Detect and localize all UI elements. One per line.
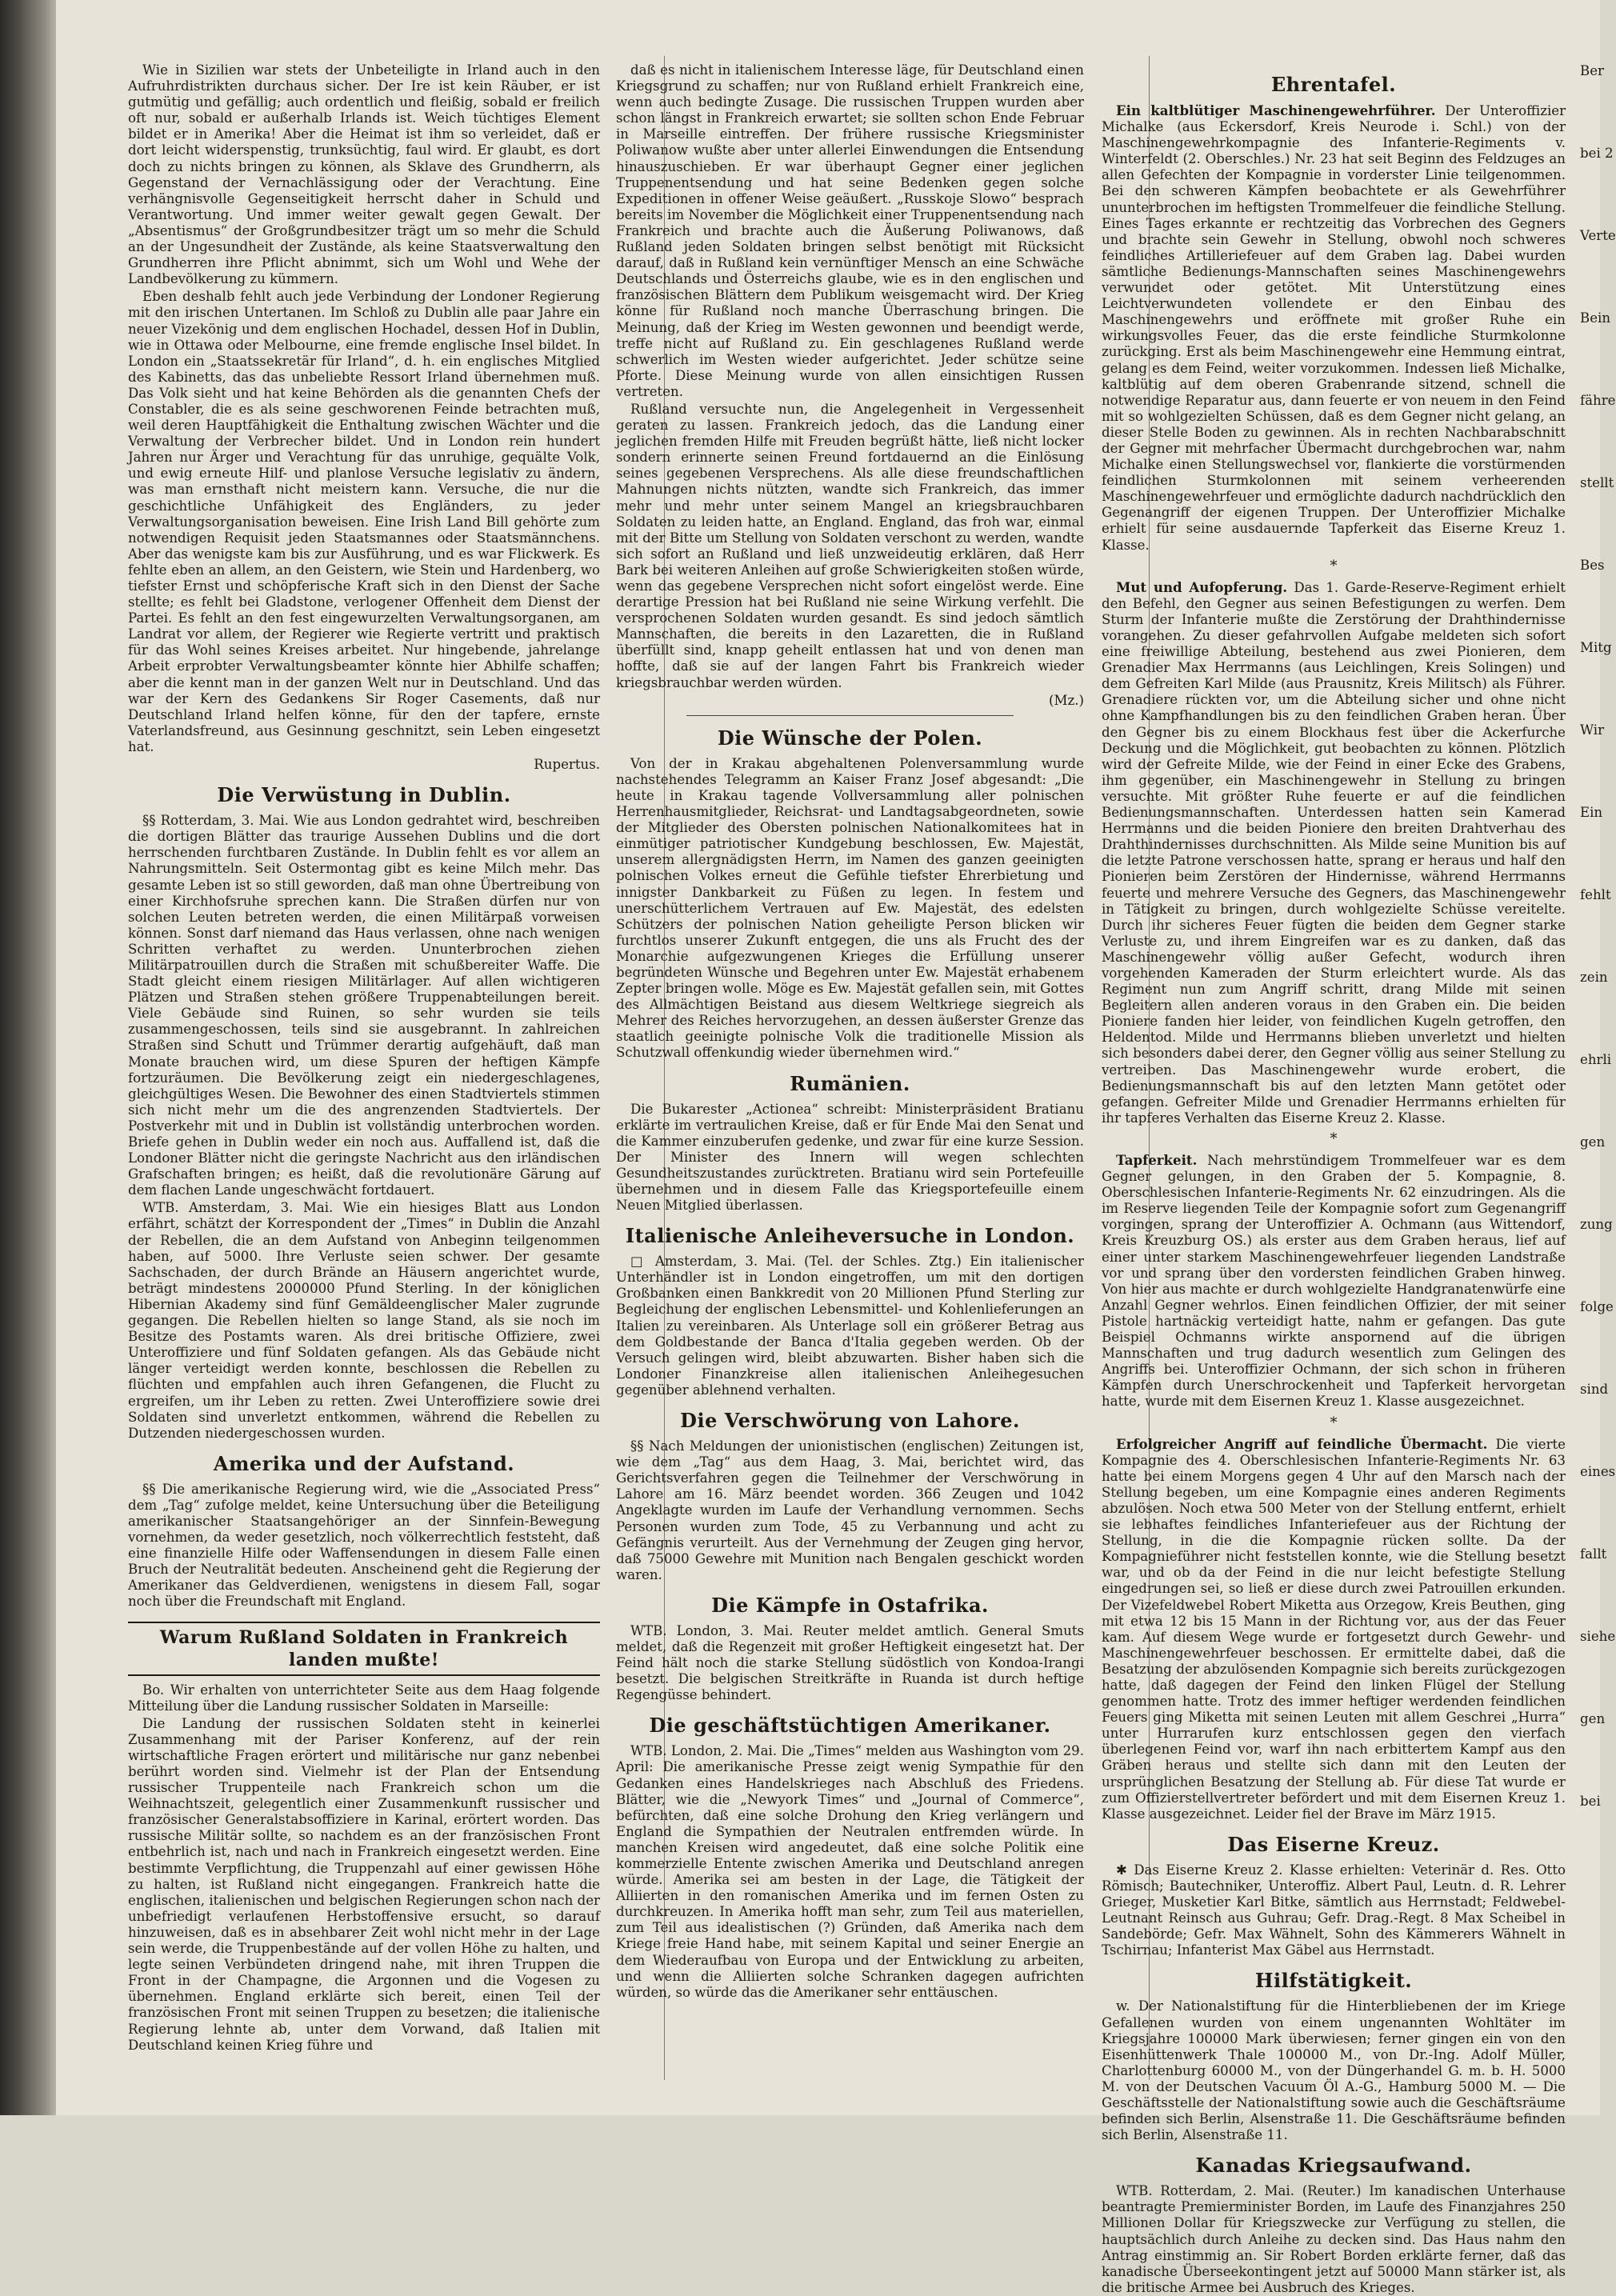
edge-fragment: Verte (1580, 228, 1616, 243)
signature: Rupertus. (534, 757, 600, 773)
edge-fragment: sind (1580, 1382, 1609, 1397)
article-paragraph (1102, 1436, 1566, 1822)
article-paragraph: §§ Die amerikanische Regierung wird, wie die „Associated Press“ dem „Tag“ zufolge meldet, keine Untersuchung über die Beteiligung amerikanischer Staatsangehöriger an der Sinnfein-Bewegung vornehmen, da weder gesetzlich, noch völkerrechtlich feststeht, daß eine finanzielle Hilfe oder Waffensendungen in diesem Falle einen Bruch der Neutralität bedeuten. Anscheinend geht die Regierung der Amerikaner das Geldverdienen, wenigstens in diesem Fall, sogar noch über die Freundschaft mit England. (128, 1481, 600, 1610)
headline: Die Verwüstung in Dublin. (217, 783, 511, 807)
edge-fragment: Ber (1580, 63, 1604, 78)
headline: Ehrentafel. (1270, 73, 1397, 96)
adjacent-page-edge (1580, 62, 1616, 1982)
paragraph-lead: Erfolgreicher Angriff auf feindliche Übermacht. (1116, 1435, 1488, 1452)
edge-fragment: gen (1580, 1134, 1606, 1150)
article-paragraph (1102, 579, 1566, 1126)
article-paragraph: w. Der Nationalstiftung für die Hinterbliebenen der im Kriege Gefallenen wurden von einem ungenannten Wohltäter im Kriegsjahre 100000 Mark überwiesen; ferner gingen ein von den Eisenhüttenwerk Thale 100000 M., von Dr.-Ing. Adolf Müller, Charlottenburg 60000 M., von der Düngerhandel G. m. b. H. 5000 M. von der Deutschen Vacuum Öl A.-G., Hamburg 5000 M. — Die Geschäftsstelle der Nationalstiftung sowie auch die Geschäftsräume befinden sich Berlin, Alsenstraße 11. Die Geschäftsräume befinden sich Berlin, Alsenstraße 11. (1102, 1998, 1566, 2143)
article-paragraph: WTB. Amsterdam, 3. Mai. Wie ein hiesiges Blatt aus London erfährt, schätzt der Korrespondent der „Times“ in Dublin die Anzahl der Rebellen, die an dem Aufstand von Anbeginn teilgenommen haben, auf 5000. Ihre Verluste seien schwer. Der gesamte Sachschaden, der durch Brände an Häusern angerichtet wurde, beträgt mindestens 2000000 Pfund Sterling. In der königlichen Hibernian Akademy sind fünf Gemäldeenglischer Maler zugrunde gegangen. Die Rebellen hielten so lange Stand, als sie noch im Besitze des Postamts waren. Als drei britische Offiziere, zwei Unteroffiziere und fünf Soldaten gefangen. Als das Gebäude nicht länger verteidigt werden konnte, beschlossen die Rebellen zu flüchten und empfahlen auch ihren Gefangenen, die Flucht zu ergreifen, um ihr Leben zu retten. Zwei Unteroffiziere sowie drei Soldaten sind unverletzt entkommen, während die Rebellen zu Dutzenden niedergeschossen wurden. (128, 1200, 600, 1441)
article-paragraph: Von der in Krakau abgehaltenen Polenversammlung wurde nachstehendes Telegramm an Kaiser Franz Josef abgesandt: „Die heute in Krakau tagende Vollversammlung aller polnischen Herrenhausmitglieder, Reichsrat- und Landtagsabgeordneten, sowie der Mitglieder des Obersten polnischen Nationalkomitees hat in einmütiger patriotischer Kundgebung beschlossen, Ew. Majestät, unserem allergnädigsten Herrn, im Namen des ganzen geeinigten polnischen Volkes erneut die Gefühle tiefster Ehrerbietung und innigster Dankbarkeit zu Füßen zu legen. In festem und unerschütterlichem Vertrauen auf Ew. Majestät, des edelsten Schützers der polnischen Nation geheiligte Person blicken wir furchtlos unserer Zukunft entgegen, die uns als Frucht des der Monarchie aufgezwungenen Krieges die Erfüllung unserer begründeten Wünsche und Begehren unter Ew. Majestät erhabenem Zepter bringen wolle. Möge es Ew. Majestät gefallen sein, mit Gottes des Allmächtigen Beistand aus diesem Weltkriege siegreich als Mehrer des Reiches hervorzugehen, an dessen äußerster Grenze das staatlich geeinigte polnische Volk die traditionelle Mission als Schutzwall offenkundig wieder übernehmen wird.“ (616, 755, 1084, 1061)
star-separator: * (1330, 1130, 1338, 1147)
paragraph-text: Nach mehrstündigem Trommelfeuer war es dem Gegner gelungen, in den Graben der 5. Kompagnie, 8. Oberschlesischen Infanterie-Regiments Nr. 62 einzudringen. Als die im Reserve liegenden Teile der Kompagnie sofort zum Gegenangriff vorgingen, sprang der Unteroffizier A. Ochmann (aus Wittendorf, Kreis Kreuzburg OS.) als erster aus dem Graben heraus, lief auf einer unter starkem Maschinengewehrfeuer liegenden Landstraße vor und sprang über den vordersten feindlichen Graben hinweg. Von hier aus machte er durch wohlgezielte Handgranatenwürfe eine Anzahl Gegner wehrlos. Einen feindlichen Offizier, der mit seiner Pistole hartnäckig verteidigt hatte, nahm er gefangen. Das gute Beispiel Ochmanns wirkte anspornend auf die übrigen Mannschaften und trug dadurch wesentlich zum Gelingen des Angriffs bei. Unteroffizier Ochmann, der sich schon in früheren Kämpfen durch Unerschrockenheit und Tapferkeit hervorgetan hatte, wurde mit dem Eisernen Kreuz 1. Klasse ausgezeichnet. (1102, 1153, 1566, 1410)
paragraph-lead: Tapferkeit. (1116, 1152, 1198, 1168)
edge-fragment: folge (1580, 1299, 1614, 1314)
edge-fragment: gen (1580, 1711, 1606, 1726)
article-paragraph (1102, 1152, 1566, 1410)
article-paragraph: □ Amsterdam, 3. Mai. (Tel. der Schles. Ztg.) Ein italienischer Unterhändler ist in London eingetroffen, um mit den dortigen Großbanken einen Bankkredit von 20 Millionen Pfund Sterling zur Begleichung der englischen Lebensmittel- und Kohlenlieferungen an Italien zu vereinbaren. Als Unterlage soll ein größerer Betrag aus dem Goldbestande der Banca d'Italia gegeben werden. Ob der Versuch gelingen wird, bleibt abzuwarten. Bisher haben sich die Londoner Finanzkreise allen italienischen Anleihegesuchen gegenüber ablehnend verhalten. (616, 1254, 1084, 1398)
column-1 (128, 62, 600, 2078)
edge-fragment: bei 2 (1580, 146, 1614, 161)
article-paragraph: Wie in Sizilien war stets der Unbeteiligte in Irland auch in den Aufruhrdistrikten durchaus sicher. Der Ire ist kein Räuber, er ist gutmütig und gefällig; auch ordentlich und fleißig, sobald er freilich oft nur, sobald er außerhalb Irlands ist. Weich tüchtiges Element bildet er in Amerika! Aber die Heimat ist ihm so verleidet, daß er dort leicht widerspenstig, trunksüchtig, faul wird. Er glaubt, es dort doch zu nichts bringen zu können, als Sklave des Grundherrn, als Gegenstand der Vernachlässigung oder der Verachtung. Eine verhängnisvolle Gegenseitigkeit herrscht daher in Schuld und Verantwortung. Und immer weiter gewalt gegen Gewalt. Der „Absentismus“ der Großgrundbesitzer trägt um so mehr die Schuld an der Ungesundheit der Zustände, als keine Staatsverwaltung den Grundherren ihre Pflicht abnimmt, sich um Wohl und Wehe der Landbevölkerung zu kümmern. (128, 62, 600, 287)
separator (686, 715, 1014, 716)
column-2 (616, 62, 1084, 2078)
paragraph-lead: Mut und Aufopferung. (1116, 578, 1288, 595)
headline: Kanadas Kriegsaufwand. (1195, 2154, 1472, 2178)
edge-fragment: fehlt (1580, 887, 1611, 902)
paragraph-text: Das 1. Garde-Reserve-Regiment erhielt den Befehl, den Gegner aus seinen Befestigungen zu werfen. Dem Sturm der Infanterie mußte die Zerstörung der Drahthindernisse vorangehen. Zu dieser gefahrvollen Aufgabe meldeten sich sofort eine freiwillige Abteilung, bestehend aus zwei Pionieren, dem Grenadier Max Herrmanns (aus Leichlingen, Kreis Solingen) und dem Gefreiten Karl Milde (aus Prausnitz, Kreis Militsch) als Führer. Grenadiere rückten vor, um die Abteilung sicher und ohne nicht ohne Kampfhandlungen bis zu den feindlichen Graben heran. Über den Gegner bis zu einem Blockhaus fest über die Ackerfurche Deckung und die Möglichkeit, gut beobachten zu können. Plötzlich wird der Gefreite Milde, wie der Feind in einer Ecke des Grabens, ihm gegenüber, ein Maschinengewehr in Stellung zu bringen versuchte. Mit größter Ruhe feuerte er auf die feindlichen Bedienungsmannschaften. Unterdessen hatten sein Kamerad Herrmanns und die beiden Pioniere den breiten Drahtverhau des Drahthindernisses durchschnitten. Als Milde seine Munition bis auf die letzte Patrone verschossen hatte, sprang er heraus und half den Pionieren beim Zerstören der Hindernisse, während Herrmanns feuerte und mehrere Versuche des Gegners, das Maschinengewehr in Tätigkeit zu bringen, durch wohlgezielte Schüsse vereitelte. Durch ihr sicheres Feuer fügten die beiden dem Gegner starke Verluste zu, und ihrem Eingreifen war es zu danken, daß das Maschinengewehr völlig außer Gefecht, wodurch ihren vorgehenden Kameraden der Sturm erleichtert wurde. Als das Regiment nun zum Angriff schritt, drang Milde mit seinen Begleitern allen anderen voraus in den Graben ein. Die beiden Pioniere fanden hier leider, von feindlichen Kugeln getroffen, den Heldentod. Milde und Herrmanns blieben unverletzt und hielten sich besonders dabei derer, den Gegner völlig aus seiner Stellung zu vertreiben. Das Maschinengewehr wurde erobert, die Bedienungsmannschaft bis auf den letzten Mann getötet oder gefangen. Gefreiter Milde und Grenadier Herrmanns erhielten für ihr tapferes Verhalten das Eiserne Kreuz 2. Klasse. (1102, 579, 1566, 1126)
article-paragraph: WTB. London, 2. Mai. Die „Times“ melden aus Washington vom 29. April: Die amerikanische Presse zeigt wenig Sympathie für den Gedanken eines Handelskrieges nach Abschluß des Friedens. Blätter, wie die „Newyork Times“ und „Journal of Commerce“, befürchten, daß eine solche Drohung den Krieg verlängern und England die Sympathien der Neutralen entfremden würde. In manchen Kreisen wird angedeutet, daß eine solche Politik eine kommerzielle Entente zwischen Amerika und Deutschland anregen würde. Amerika sei am besten in der Lage, die Tätigkeit der Alliierten in den romanischen Amerika und im fernen Osten zu durchkreuzen. In Amerika hofft man sehr, zum Teil aus materiellen, zum Teil aus idealistischen (?) Gründen, daß Amerika nach dem Kriege freie Hand habe, mit seinem Kapital und seiner Energie an dem Wiederaufbau von Europa und der Entwicklung zu arbeiten, und wenn die Alliierten solche Schranken dagegen aufrichten würden, so würde das die Amerikaner sehr enttäuschen. (616, 1743, 1084, 2000)
paragraph-text: Die vierte Kompagnie des 4. Oberschlesischen Infanterie-Regiments Nr. 63 hatte bei einem Morgens gegen 4 Uhr auf den Marsch nach der Stellung begeben, um eine Kompagnie eines anderen Regiments abzulösen. Noch etwa 500 Meter von der Stellung entfernt, erhielt sie lebhaftes feindliches Infanteriefeuer aus der Richtung der Stellung, in die die Kompagnie rücken sollte. Da der Kompagnieführer nicht feststellen konnte, wie die Stellung besetzt war, und ob da der Feind in die nur leicht befestigte Stellung eingedrungen sei, so ließ er diese durch zwei Patrouillen erkunden. Der Vizefeldwebel Robert Miketta aus Orzegow, Kreis Beuthen, ging mit etwa 12 bis 15 Mann in der Richtung vor, aus der das Feuer kam. Auf diesem Wege wurde er fortgesetzt durch Gewehr- und Maschinengewehrfeuer beschossen. Er ermittelte dabei, daß die Besatzung der abzulösenden Kompagnie sich bereits zurückgezogen hatte, daß dagegen der Feind den linken Flügel der Stellung genommen hatte. Trotz des immer heftiger werdenden feindlichen Feuers ging Miketta mit seinen Leuten mit allem Geschrei „Hurra“ unter Hurrarufen kurz entschlossen gegen den vierfach überlegenen Feind vor, warf ihn nach erbittertem Kampf aus den Gräben heraus und stellte sich dann mit den Leuten der ursprünglichen Besatzung der Stellung ab. Für diese Tat wurde er zum Offizierstellvertreter befördert und mit dem Eisernen Kreuz 1. Klasse ausgezeichnet. Leider fiel der Brave im März 1915. (1102, 1436, 1566, 1822)
headline: Warum Rußland Soldaten in Frankreich landen mußte! (128, 1622, 600, 1676)
headline: Rumänien. (790, 1071, 910, 1095)
edge-fragment: Mitg (1580, 640, 1612, 655)
edge-fragment: zein (1580, 970, 1608, 985)
paragraph-text: Der Unteroffizier Michalke (aus Eckersdorf, Kreis Neurode i. Schl.) von der Maschinengewehrkompagnie des Infanterie-Regiments v. Winterfeldt (2. Oberschles.) Nr. 23 hat seit Beginn des Feldzuges an allen Gefechten der Kompagnie in vorderster Linie teilgenommen. Bei den schweren Kämpfen beobachtete er als Gewehrführer ununterbrochen im heftigsten Trommelfeuer die feindliche Stellung. Eines Tages erkannte er rechtzeitig das Vorbrechen des Gegners und brachte sein Gewehr in Stellung, obwohl noch schweres feindliches Artilleriefeuer auf dem Graben lag. Dabei wurden sämtliche Bedienungs-Mannschaften seines Maschinengewehrs verwundet oder getötet. Mit Unterstützung eines Leichtverwundeten vollendete er den Einbau des Maschinengewehrs und eröffnete mit großer Ruhe ein wirkungsvolles Feuer, das die erste feindliche Sturmkolonne zurückging. Erst als beim Maschinengewehr eine Hemmung eintrat, gelang es dem Feind, weiter vorzukommen. Indessen ließ Michalke, kaltblütig auf dem oberen Grabenrande sitzend, schnell die notwendige Reparatur aus, dann feuerte er von neuem in den Feind mit so wohlgezielten Schüssen, daß es dem Gegner nicht gelang, an dieser Stelle Boden zu gewinnen. Als in rechten Nachbarabschnitt der Gegner mit mehrfacher Übermacht durchgebrochen war, nahm Michalke einen Stellungswechsel vor, flankierte die vorstürmenden feindlichen Sturmkolonnen mit seinem verheerenden Maschinengewehrfeuer und ermöglichte dadurch nachdrücklich den Gegenangriff der eigenen Truppen. Der Unteroffizier Michalke erhielt für seine ausdauernde Tapferkeit das Eiserne Kreuz 1. Klasse. (1102, 103, 1566, 553)
edge-fragment: bei (1580, 1794, 1601, 1809)
article-paragraph (1102, 102, 1566, 554)
book-binding (0, 0, 56, 2115)
article-paragraph: daß es nicht in italienischem Interesse läge, für Deutschland einen Kriegsgrund zu schaffen; nur von Rußland erhielt Frankreich eine, wenn auch bedingte Zusage. Die russischen Truppen wurden aber schon längst in Frankreich erwartet; sie sollten schon Ende Februar in Marseille eintreffen. Der frühere russische Kriegsminister Poliwanow wußte aber unter allerlei Einwendungen die Entsendung hinauszuschieben. Er war überhaupt Gegner einer jeglichen Truppenentsendung und hat seine Bedenken gegen solche Expeditionen in offener Weise geäußert. „Russkoje Slowo“ besprach bereits im November die Möglichkeit einer Truppenentsendung nach Frankreich und brachte auch die Äußerung Poliwanows, daß Rußland jeden Soldaten bringen selbst benötigt mit Rücksicht darauf, daß in Rußland kein vernünftiger Mensch an eine Schwäche Deutschlands und Österreichs glaube, wie es in den englischen und französischen Blättern dem Publikum weisgemacht wird. Der Krieg könne für Rußland noch manche Überraschung bringen. Die Meinung, daß der Krieg im Westen gewonnen und beendigt werde, treffe nicht auf Rußland zu. Ein geschlagenes Rußland werde schwerlich im Westen wieder aufgerichtet. Jeder schütze seine Pforte. Diese Meinung wurde von allen einsichtigen Russen vertreten. (616, 62, 1084, 399)
headline: Die Wünsche der Polen. (717, 726, 983, 750)
edge-fragment: zung (1580, 1217, 1613, 1232)
headline: Italienische Anleiheversuche in London. (625, 1224, 1075, 1248)
headline: Die Verschwörung von Lahore. (680, 1409, 1020, 1433)
headline: Amerika und der Aufstand. (213, 1451, 515, 1475)
article-paragraph: Rußland versuchte nun, die Angelegenheit in Vergessenheit geraten zu lassen. Frankreich jedoch, das die Landung einer jeglichen fremden Hilfe mit Freuden begrüßt hätte, ließ nicht locker sondern erinnerte seinen Freund fortdauernd an die Einlösung seines gegebenen Versprechens. Als alle diese freundschaftlichen Mahnungen nichts nützten, wandte sich Frankreich, das immer mehr und mehr unter seinem Mangel an kriegsbrauchbaren Soldaten zu leiden hatte, an England. England, das froh war, einmal mit der Bitte um Stellung von Soldaten verschont zu werden, wandte sich sofort an Rußland und ließ unzweideutig erklären, daß Herr Bark bei weiteren Anleihen auf große Schwierigkeiten stoßen würde, wenn das gegebene Versprechen nicht sofort eingelöst werde. Eine derartige Pression hat bei Rußland nie seine Wirkung verfehlt. Die versprochenen Soldaten wurden gesandt. Es sind jedoch sämtlich Mannschaften, die bereits in den Lazaretten, die in Rußland überfüllt sind, knapp geheilt entlassen hat und von denen man hoffte, daß sie auf der langen Fahrt bis Frankreich wieder kriegsbrauchbar werden würden. (616, 401, 1084, 690)
edge-fragments (1580, 62, 1616, 1810)
article-paragraph: ✱ Das Eiserne Kreuz 2. Klasse erhielten: Veterinär d. Res. Otto Römisch; Bautechniker, Unteroffiz. Albert Paul, Leutn. d. R. Lehrer Grieger, Musketier Karl Bitke, sämtlich aus Herrnstadt; Feldwebel-Leutnant Reinsch aus Guhrau; Gefr. Drag.-Regt. 8 Max Scheibel in Sandebörde; Gefr. Max Wähnelt, Sohn des Kämmerers Wähnelt in Tschirnau; Infanterist Max Gäbel aus Herrnstadt. (1102, 1862, 1566, 1958)
column-3 (1102, 62, 1566, 2295)
edge-fragment: Bes (1580, 558, 1605, 573)
edge-fragment: ehrli (1580, 1052, 1612, 1067)
paragraph-lead: Ein kaltblütiger Maschinengewehrführer. (1116, 102, 1436, 118)
edge-fragment: stellt (1580, 475, 1614, 490)
headline: Die geschäftstüchtigen Amerikaner. (649, 1714, 1051, 1738)
edge-fragment: fallt (1580, 1546, 1607, 1562)
article-paragraph: §§ Nach Meldungen der unionistischen (englischen) Zeitungen ist, wie dem „Tag“ aus dem Haag, 3. Mai, berichtet wird, das Gerichtsverfahren gegen die Teilnehmer der Verschwörung in Lahore am 16. März beendet worden. 366 Zeugen und 1042 Angeklagte wurden im Laufe der Verhandlung vernommen. Sechs Personen wurden zum Tode, 45 zu Verbannung und acht zu Gefängnis verurteilt. Aus der Vernehmung der Zeugen ging hervor, daß 75000 Gewehre mit Munition nach Bengalen geschickt worden waren. (616, 1438, 1084, 1582)
article-paragraph: Die Landung der russischen Soldaten steht in keinerlei Zusammenhang mit der Pariser Konferenz, auf der rein wirtschaftliche Fragen erörtert und militärische nur ganz nebenbei berührt worden sind. Vielmehr ist der Plan der Entsendung russischer Truppenteile nach Frankreich schon um die Weihnachtszeit, gelegentlich einer Zusammenkunft russischer und französischer Generalstabsoffiziere in Karinal, erörtert worden. Das russische Militär sollte, so nachdem es an der französischen Front entbehrlich ist, nach und nach in Frankreich eingesetzt werden. Eine bestimmte Verpflichtung, die Truppenzahl auf einer gewissen Höhe zu halten, ist Rußland nicht eingegangen. Frankreich hatte die englischen, italienischen und belgischen Regierungen schon nach der unbefriedigt verlaufenen Herbstoffensive ersucht, so darauf hinzuweisen, daß es in absehbarer Zeit wohl nicht mehr in der Lage sein werde, die Truppenbestände auf der vollen Höhe zu halten, und legte seinen Verbündeten dringend nahe, mit ihren Truppen die Front in der Champagne, die Argonnen und die Vogesen zu übernehmen. England erklärte sich bereit, einen Teil der französischen Front mit seinen Truppen zu besetzen; die italienische Regierung lehnte ab, unter dem Vorwand, daß Italien mit Deutschland keinen Krieg führe und (128, 1715, 600, 2053)
edge-fragment: siehe (1580, 1629, 1616, 1644)
newspaper-page (56, 0, 1616, 2295)
star-separator: * (1330, 1414, 1338, 1431)
headline: Das Eiserne Kreuz. (1227, 1832, 1440, 1856)
article-paragraph: Eben deshalb fehlt auch jede Verbindung der Londoner Regierung mit den irischen Untertanen. Im Schloß zu Dublin alle paar Jahre ein neuer Vizekönig und dem englischen Hochadel, dessen Hof in Dublin, wie in Ottawa oder Melbourne, eine fremde englische Insel bildet. In London ein „Staatssekretär für Irland“, d. h. ein englisches Mitglied des Kabinetts, das das unbeliebte Ressort Irland übernehmen muß. Das Volk sieht und hat keine Behörden als die genannten Chefs der Constabler, die es als seine geschworenen Feinde betrachten muß, weil deren Hauptfähigkeit die Enthaltung zwischen Wächter und die Verwaltung der Verbrecher bildet. Und in London rein hundert Jahren nur Ärger und Verachtung für das unruhige, gequälte Volk, und ewig erneute Hilf- und planlose Versuche legislativ zu ändern, was man ernsthaft nicht meistern kann. Versuche, die nur die geschichtliche Unfähigkeit des Engländers, zu jeder Verwaltungsorganisation beweisen. Eine Irish Land Bill gehörte zum notwendigen Requisit jeden Staatsmannes oder Staatsmännchens. Aber das wenigste kam bis zur Ausführung, und es war Flickwerk. Es fehlte eben an allem, an den Geistern, wie Stein und Hardenberg, wo tiefster Ernst und schöpferische Kraft sich in den Dienst der Sache stellte; es fehlt bei Gladstone, verlogener Offenheit dem Dienst der Partei. Es fehlt an den fest eingewurzelten Verwaltungsorganen, am Landrat vor allem, der Regierer wie Regierte vertritt und praktisch für das Wohl seines Kreises arbeitet. Nur hingebende, jahrelange Arbeit erprobter Verwaltungsbeamter könnte hier Abhilfe schaffen; aber die kennt man in der ganzen Welt nur in Deutschland. Und das war der Kern des Gedankens Sir Roger Casements, daß nur Deutschland Irland helfen könne, für den der tapfere, ernste Vaterlandsfreund, aus Gesinnung geschnitzt, sein Leben eingesetzt hat. (128, 289, 600, 754)
article-paragraph: WTB. London, 3. Mai. Reuter meldet amtlich. General Smuts meldet, daß die Regenzeit mit großer Heftigkeit eingesetzt hat. Der Feind hält noch die starke Stellung südöstlich von Kondoa-Irangi besetzt. Die belgischen Streitkräfte in Ruanda ist durch heftige Regengüsse behindert. (616, 1622, 1084, 1703)
star-separator: * (1330, 557, 1338, 574)
edge-fragment: Ein (1580, 805, 1603, 820)
edge-fragment: fähre (1580, 393, 1616, 408)
edge-fragment: eines (1580, 1464, 1616, 1479)
article-paragraph: Bo. Wir erhalten von unterrichteter Seite aus dem Haag folgende Mitteilung über die Landung russischer Soldaten in Marseille: (128, 1682, 600, 1714)
headline: Die Kämpfe in Ostafrika. (711, 1593, 989, 1617)
signature: (Mz.) (1049, 692, 1084, 708)
headline: Hilfstätigkeit. (1254, 1969, 1413, 1993)
edge-fragment: Bein (1580, 310, 1611, 326)
edge-fragment: Wir (1580, 722, 1605, 738)
article-paragraph: §§ Rotterdam, 3. Mai. Wie aus London gedrahtet wird, beschreiben die dortigen Blätter das traurige Aussehen Dublins und die dort herrschenden furchtbaren Zustände. In Dublin fehlt es vor allem an Nahrungsmitteln. Seit Ostermontag gibt es keine Milch mehr. Das gesamte Leben ist so still geworden, daß man ohne Übertreibung von einer Kirchhofsruhe sprechen kann. Die Straßen dürfen nur von solchen Leuten betreten werden, die einen Militärpaß vorweisen können. Sonst darf niemand das Haus verlassen, ohne nach wenigen Schritten verhaftet zu werden. Ununterbrochen ziehen Militärpatrouillen durch die Straßen mit schußbereiter Waffe. Die Stadt gleicht einem riesigen Militärlager. Auf allen wichtigeren Plätzen und Straßen stehen größere Truppenabteilungen bereit. Viele Gebäude sind Ruinen, so sehr wurden sie teils zusammengeschossen, teils sind sie ausgebrannt. In zahlreichen Straßen sind Schutt und Trümmer derartig aufgehäuft, daß man Monate brauchen wird, um diese Spuren der heftigen Kämpfe fortzuräumen. Die Bevölkerung zeigt ein niedergeschlagenes, gleichgültiges Wesen. Die Bewohner des einen Stadtviertels stimmen sich nicht mehr um die des angrenzenden Stadtviertels. Der Postverkehr mit und in Dublin ist vollständig unterbrochen worden. Briefe gehen in Dublin weder ein noch aus. Auffallend ist, daß die Londoner Blätter nicht die geringste Nachricht aus den irländischen Grafschaften bringen; es heißt, daß die revolutionäre Gärung auf dem flachen Lande ungeschwächt fortdauert. (128, 813, 600, 1198)
article-paragraph: WTB. Rotterdam, 2. Mai. (Reuter.) Im kanadischen Unterhause beantragte Premierminister Borden, im Laufe des Finanzjahres 250 Millionen Dollar für Kriegszwecke zur Verfügung zu stellen, die hauptsächlich durch Anleihe zu decken sind. Das Haus nahm den Antrag einstimmig an. Sir Robert Borden erklärte ferner, daß das kanadische Überseekontingent jetzt auf 50000 Mann stärker ist, als die britische Armee bei Ausbruch des Krieges. (1102, 2183, 1566, 2295)
article-paragraph: Die Bukarester „Actionea“ schreibt: Ministerpräsident Bratianu erklärte im vertraulichen Kreise, daß er für Ende Mai den Senat und die Kammer einzuberufen gedenke, und zwar für eine kurze Session. Der Minister des Innern will wegen schlechten Gesundheitszustandes zurücktreten. Bratianu wird sein Portefeuille übernehmen und in diesem Falle das Kriegsportefeuille einem Neuen Mitglied überlassen. (616, 1101, 1084, 1214)
